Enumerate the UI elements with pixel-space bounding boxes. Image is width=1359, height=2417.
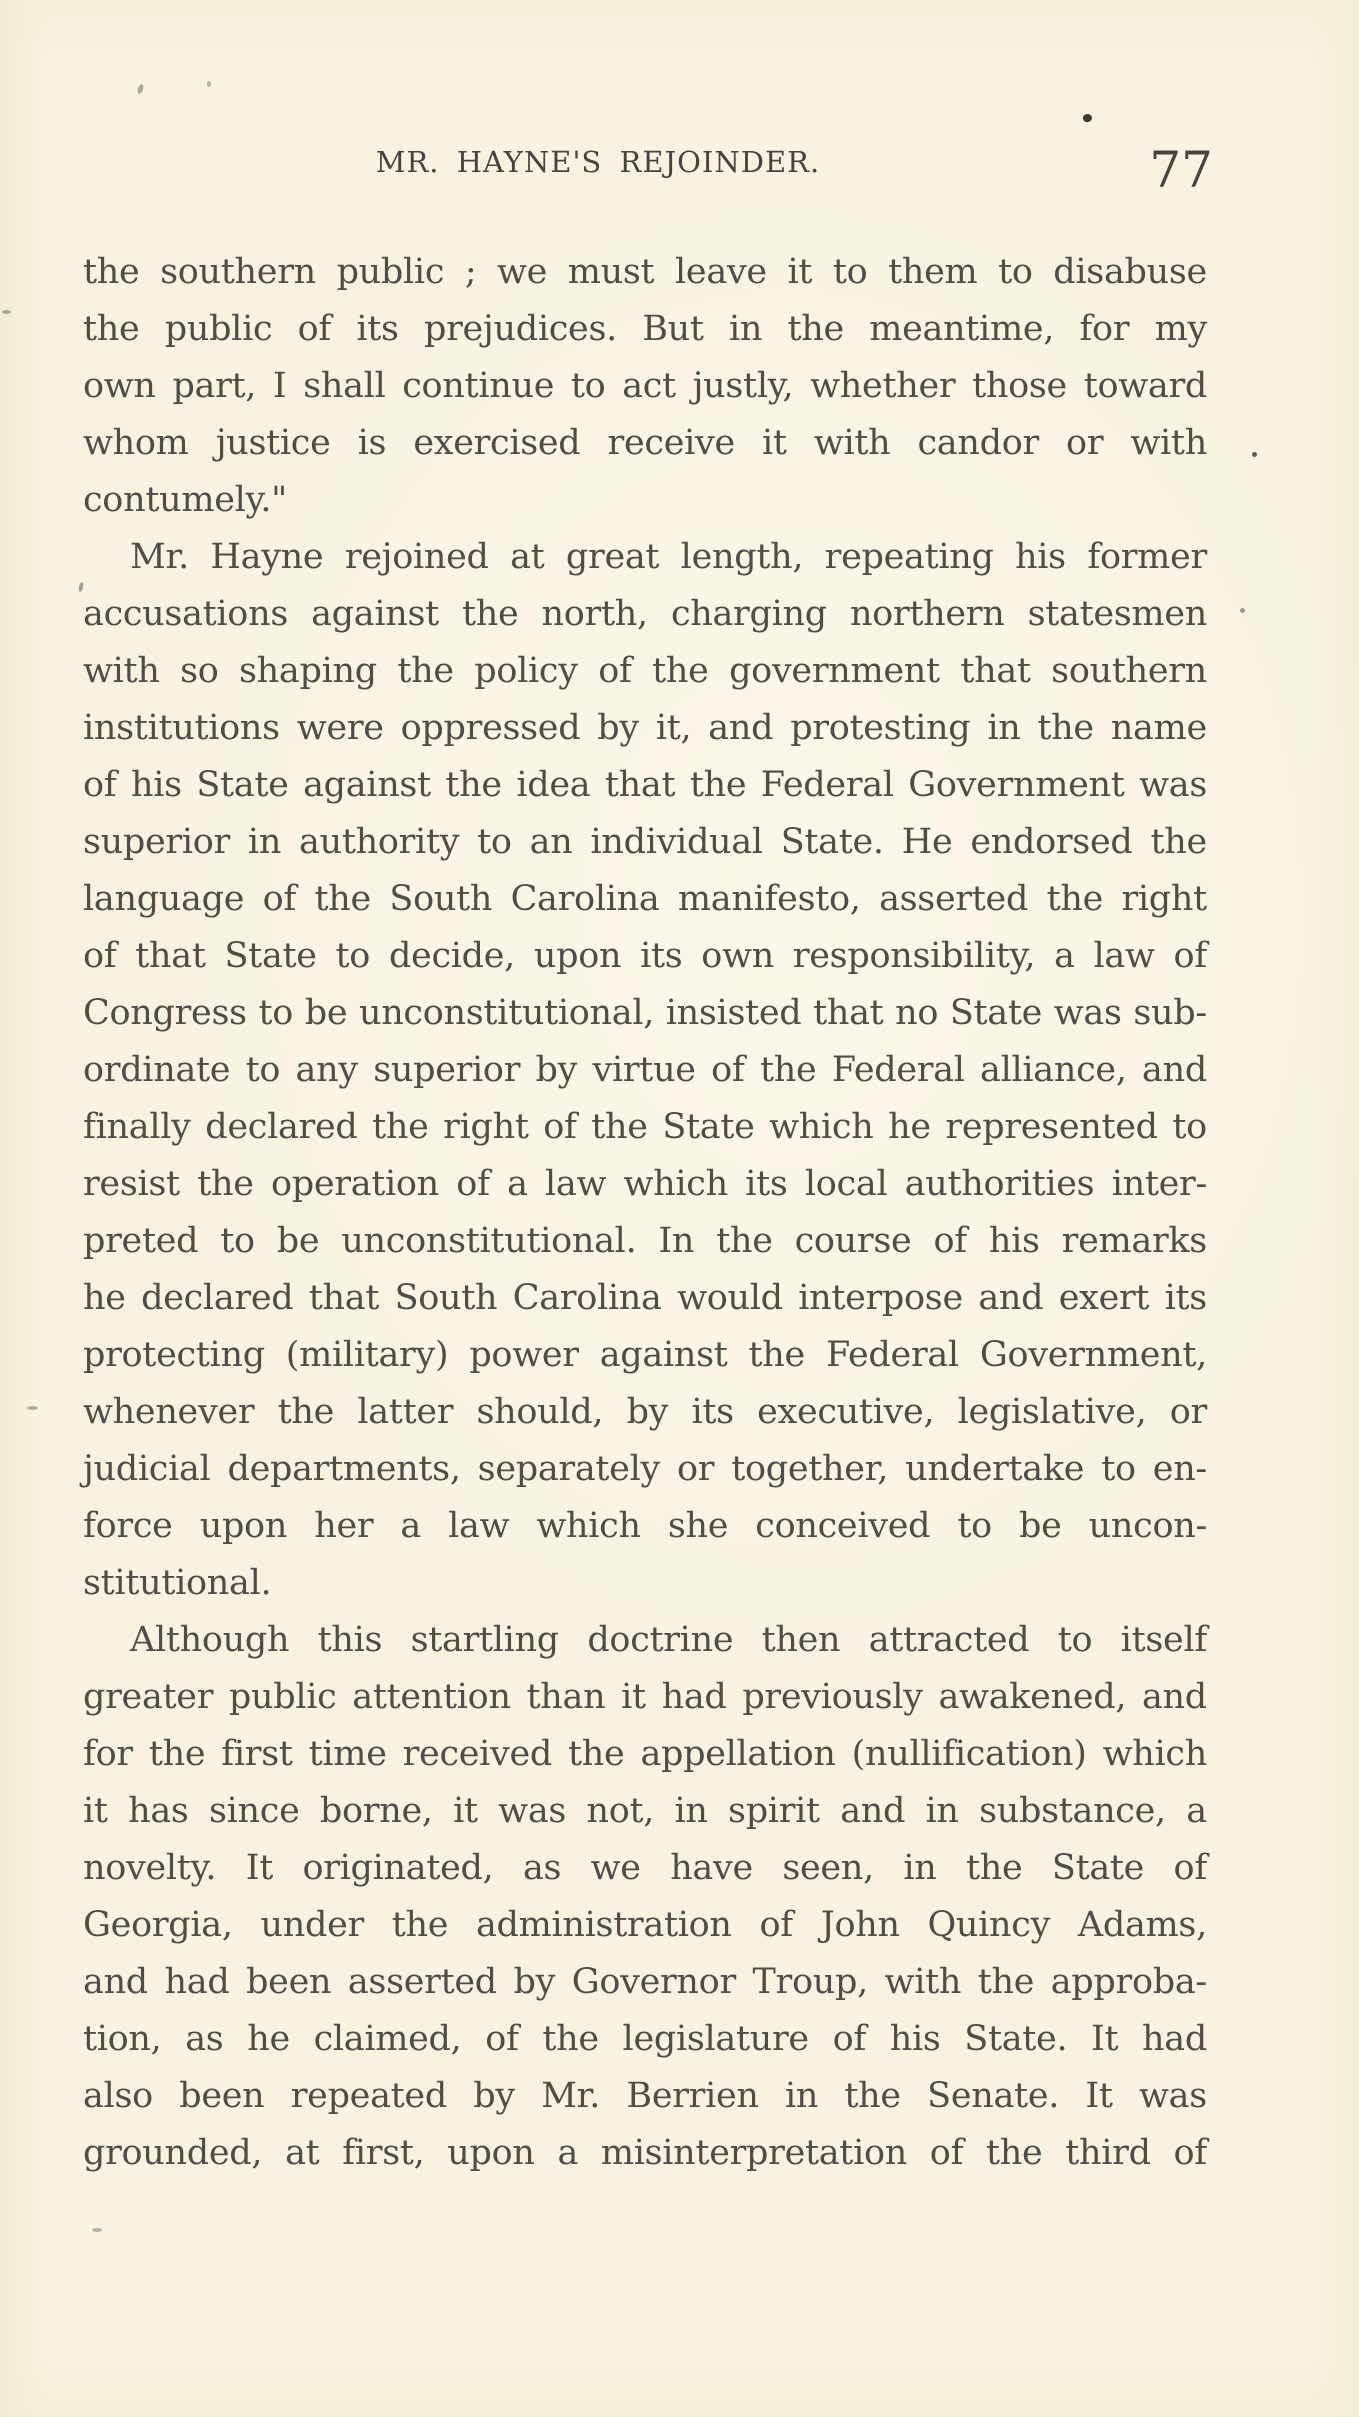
text-line: stitutional. [83,1563,272,1603]
text-line: resist the operation of a law which its local authorities inter- [83,1164,1207,1204]
paragraph [83,244,1207,529]
text-line: protecting (military) power against the Federal Government, [83,1335,1207,1375]
text-line: Mr. Hayne rejoined at great length, repeating his former [130,537,1207,577]
ink-speck [137,83,145,94]
text-line: whenever the latter should, by its executive, legislative, or [83,1392,1207,1432]
text-line: he declared that South Carolina would interpose and exert its [83,1278,1207,1318]
text-line: Congress to be unconstitutional, insisted that no State was sub- [83,993,1207,1033]
ink-speck [27,1406,38,1410]
text-line: contumely." [83,480,287,520]
text-line: greater public attention than it had previously awakened, and [83,1677,1207,1717]
text-line: institutions were oppressed by it, and protesting in the name [83,708,1207,748]
text-line: finally declared the right of the State which he represented to [83,1107,1207,1147]
text-line: accusations against the north, charging northern statesmen [83,594,1207,634]
text-line: of that State to decide, upon its own responsibility, a law of [83,936,1207,976]
text-line: whom justice is exercised receive it with candor or with [83,423,1207,463]
text-line: tion, as he claimed, of the legislature of his State. It had [83,2019,1207,2059]
running-header [83,136,1207,188]
text-line: preted to be unconstitutional. In the course of his remarks [83,1221,1207,1261]
ink-speck [1240,608,1245,613]
text-line: the southern public ; we must leave it to them to disabuse [83,252,1207,292]
ink-speck [1252,452,1257,457]
text-line: also been repeated by Mr. Berrien in the Senate. It was [83,2076,1207,2116]
text-line: for the first time received the appellation (nullification) which [83,1734,1207,1774]
ink-speck [2,310,11,314]
text-line: grounded, at first, upon a misinterpretation of the third of [83,2133,1207,2173]
text-line: it has since borne, it was not, in spirit and in substance, a [83,1791,1207,1831]
text-line: the public of its prejudices. But in the meantime, for my [83,309,1207,349]
ink-speck [92,2228,102,2232]
body-text [83,244,1207,2182]
text-line: and had been asserted by Governor Troup, with the approba- [83,1962,1207,2002]
text-line: own part, I shall continue to act justly, whether those toward [83,366,1207,406]
text-line: language of the South Carolina manifesto, asserted the right [83,879,1207,919]
text-line: of his State against the idea that the Federal Government was [83,765,1207,805]
page-number: 77 [1149,141,1213,199]
text-line: superior in authority to an individual State. He endorsed the [83,822,1207,862]
paragraph [83,1612,1207,2182]
text-line: Although this startling doctrine then attracted to itself [130,1620,1207,1660]
ink-speck [207,81,212,88]
page-header-title: MR. HAYNE'S REJOINDER. [375,145,821,179]
ink-speck [1082,113,1093,123]
text-line: with so shaping the policy of the government that southern [83,651,1207,691]
text-line: ordinate to any superior by virtue of the Federal alliance, and [83,1050,1207,1090]
text-line: Georgia, under the administration of John Quincy Adams, [83,1905,1207,1945]
text-line: novelty. It originated, as we have seen, in the State of [83,1848,1207,1888]
text-line: judicial departments, separately or together, undertake to en- [83,1449,1207,1489]
text-line: force upon her a law which she conceived to be uncon- [83,1506,1207,1546]
paragraph [83,529,1207,1612]
